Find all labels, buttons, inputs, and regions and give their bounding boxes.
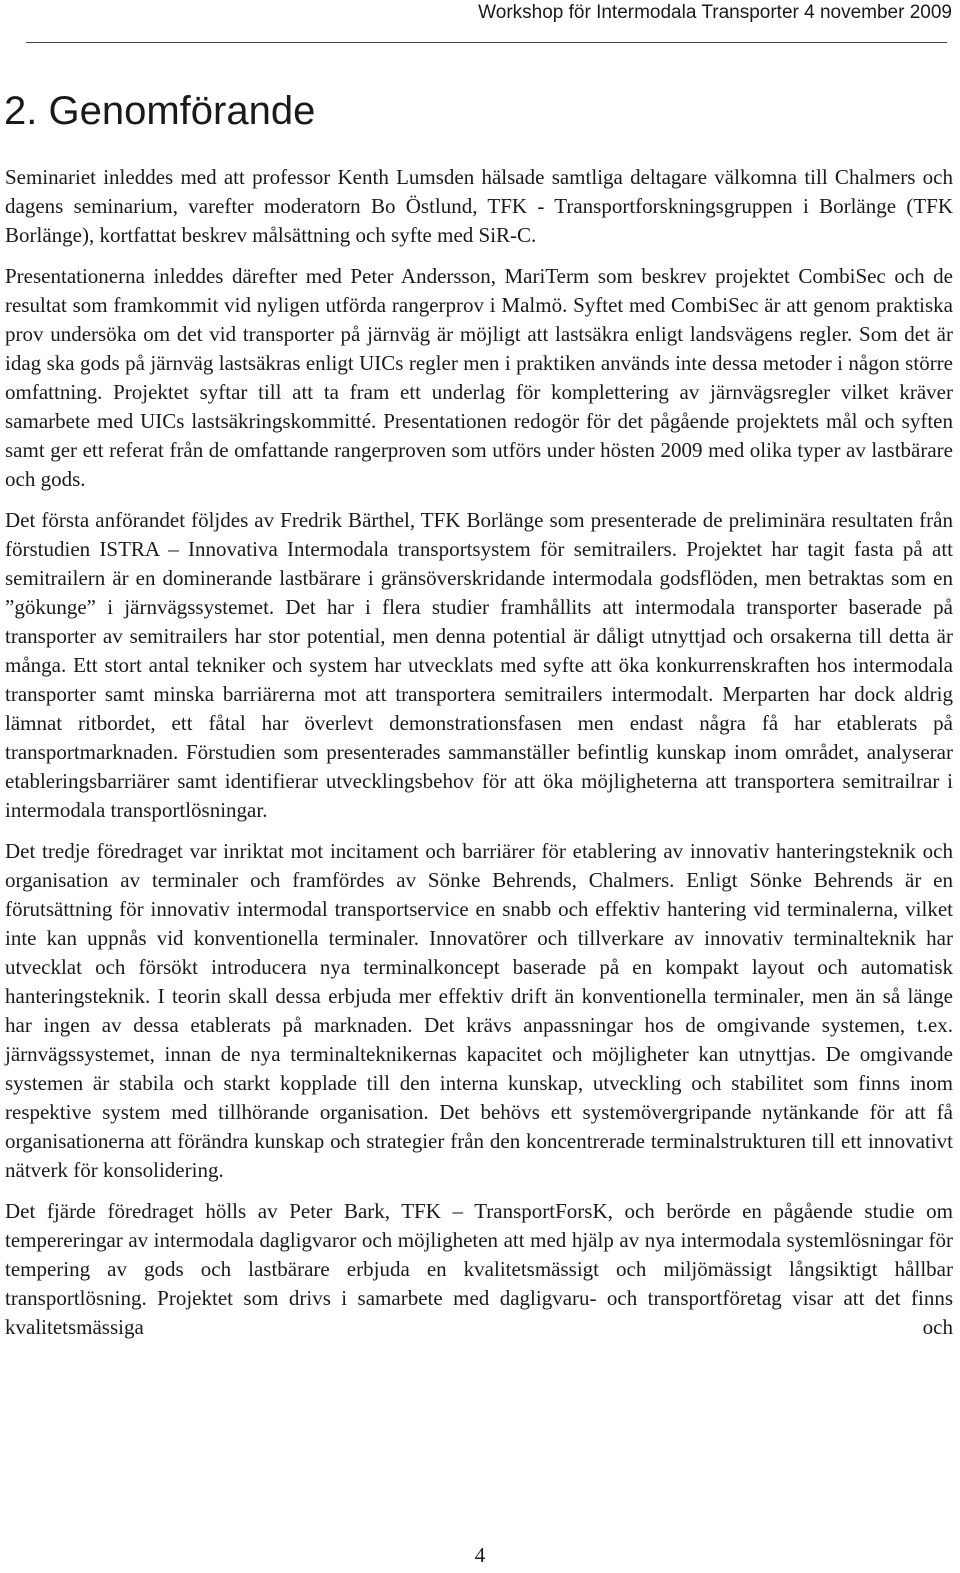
paragraph-intro: Seminariet inleddes med att professor Kenth Lumsden hälsade samtliga deltagare välkomna till Chalmers och dagens seminarium, varefter moderatorn Bo Östlund, TFK - Transportforskningsgruppen i Borlänge (TFK Borlänge), kortfattat beskrev målsättning och syfte med SiR-C. [5, 165, 953, 247]
paragraph-temperature: Det fjärde föredraget hölls av Peter Bark, TFK – TransportForsK, och berörde en pågående studie om tempereringar av intermodala dagligvaror och möjligheten att med hjälp av nya intermodala systemlösningar för tempering av gods och lastbärare erbjuda en kvalitetsmässigt och miljömässigt långsiktigt hållbar transportlösning. Projektet som drivs i samarbete med dagligvaru- och transportföretag visar att det finns kvalitetsmässiga och [5, 1199, 953, 1339]
body-text [5, 163, 953, 1354]
page-number: 4 [474, 1543, 486, 1567]
paragraph-istra: Det första anförandet följdes av Fredrik Bärthel, TFK Borlänge som presenterade de preliminära resultaten från förstudien ISTRA – Innovativa Intermodala transportsystem för semitrailers. Projektet har tagit fasta på att semitrailern är en dominerande lastbärare i gränsöverskridande intermodala godsflöden, men betraktas som en ”gökunge” i järnvägssystemet. Det har i flera studier framhållits att intermodala transporter baserade på transporter av semitrailers har stor potential, men denna potential är dåligt utnyttjad och orsakerna till detta är många. Ett stort antal tekniker och system har utvecklats med syfte att öka konkurrenskraften hos intermodala transporter samt minska barriärerna mot att transportera semitrailers intermodalt. Merparten har dock aldrig lämnat ritbordet, ett fåtal har överlevt demonstrationsfasen men endast några få har etablerats på transportmarknaden. Förstudien som presenterades sammanställer befintlig kunskap inom området, analyserar etableringsbarriärer samt identifierar utvecklingsbehov för att öka möjligheterna att transportera semitrailrar i intermodala transportlösningar. [5, 508, 953, 822]
paragraph-terminals: Det tredje föredraget var inriktat mot incitament och barriärer för etablering av innovativ hanteringsteknik och organisation av terminaler och framfördes av Sönke Behrends, Chalmers. Enligt Sönke Behrends är en förutsättning för innovativ intermodal transportservice en snabb och effektiv hantering vid terminalerna, vilket inte kan uppnås vid konventionella terminaler. Innovatörer och tillverkare av innovativ terminalteknik har utvecklat och försökt introducera nya terminalkoncept baserade på en kompakt layout och automatisk hanteringsteknik. I teorin skall dessa erbjuda mer effektiv drift än konventionella terminaler, men än så länge har ingen av dessa etablerats på marknaden. Det krävs anpassningar hos de omgivande systemen, t.ex. järnvägssystemet, innan de nya terminalteknikernas kapacitet och möjligheter kan utnyttjas. De omgivande systemen är stabila och starkt kopplade till den interna kunskap, utveckling och stabilitet som finns inom respektive system med tillhörande organisation. Det behövs ett systemövergripande nytänkande för att få organisationerna att förändra kunskap och strategier från den koncentrerade terminalstrukturen till ett innovativt nätverk för konsolidering. [5, 839, 953, 1182]
paragraph-combisec: Presentationerna inleddes därefter med Peter Andersson, MariTerm som beskrev projektet CombiSec och de resultat som framkommit vid nyligen utförda rangerprov i Malmö. Syftet med CombiSec är att genom praktiska prov undersöka om det vid transporter på järnväg är möjligt att lastsäkra enligt landsvägens regler. Som det är idag ska gods på järnväg lastsäkras enligt UICs regler men i praktiken används inte dessa metoder i någon större omfattning. Projektet syftar till att ta fram ett underlag för komplettering av järnvägsregler vilket kräver samarbete med UICs lastsäkringskommitté. Presentationen redogör för det pågående projektets mål och syften samt ger ett referat från de omfattande rangerproven som utförs under hösten 2009 med olika typer av lastbärare och gods. [5, 264, 953, 491]
running-header: Workshop för Intermodala Transporter 4 november 2009 [478, 2, 952, 23]
header-rule [26, 42, 947, 43]
section-heading: 2. Genomförande [4, 89, 316, 133]
